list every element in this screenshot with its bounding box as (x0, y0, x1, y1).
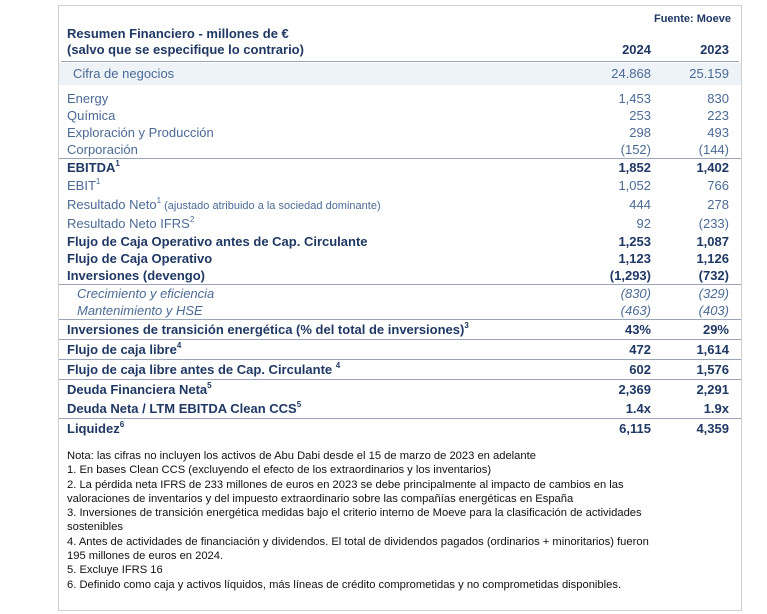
value-2023: 1,126 (696, 251, 729, 266)
table-row-transicion (59, 319, 741, 339)
table-row-flujo-caja-libre (59, 339, 741, 359)
table-row-flujo-caja-libre-antes (59, 359, 741, 379)
value-2024: (152) (620, 142, 651, 157)
footnote-marker: 5 (296, 399, 302, 409)
footnote-line: valoraciones de inventarios y del impuesto extraordinario sobre las compañías energéticas en España (67, 492, 574, 505)
value-2023: 830 (707, 91, 729, 106)
value-2024: 444 (629, 197, 651, 212)
footnotes (67, 449, 732, 592)
value-2024: (463) (620, 303, 651, 318)
value-2023: 766 (707, 178, 729, 193)
value-2023: 1,087 (696, 234, 729, 249)
row-label: Flujo de Caja Operativo (67, 251, 213, 266)
value-2023: 4,359 (696, 421, 729, 436)
table-row-cifra-negocios (59, 63, 741, 85)
row-label: Resultado Neto$^1$ (ajustado atribuido a la sociedad dominante) (67, 195, 381, 212)
row-label: Inversiones (devengo) (67, 268, 205, 283)
row-label: Corporación (67, 142, 138, 157)
footnote-line: 1. En bases Clean CCS (excluyendo el efecto de los extraordinarios y los inventarios) (67, 464, 492, 477)
footnote-line: 3. Inversiones de transición energética medidas bajo el criterio interno de Moeve para la clasificación de actividades (67, 507, 642, 520)
value-2023: (144) (698, 142, 729, 157)
value-2023: 1,614 (696, 342, 729, 357)
value-2024: 6,115 (619, 421, 651, 436)
value-2023: 2,291 (696, 382, 729, 397)
row-label: Liquidez$^6$ (67, 419, 125, 436)
value-2024: 92 (636, 216, 651, 231)
table-row-ebitda (59, 158, 741, 176)
value-2024: 1,852 (618, 160, 651, 175)
table-title (67, 26, 304, 58)
header-divider (61, 61, 739, 62)
row-label: Mantenimiento y HSE (77, 303, 203, 318)
table-row-exploracion (59, 124, 741, 141)
table-row-inversiones (59, 267, 741, 284)
value-2024: 1,052 (618, 178, 651, 193)
table-row-deuda-neta-ebitda (59, 399, 741, 418)
footnote-marker: 5 (207, 380, 212, 390)
row-label: Resultado Neto IFRS$^2$ (67, 214, 195, 231)
value-2024: 298 (629, 125, 651, 140)
table-row-fco-antes-cap (59, 233, 741, 250)
source-label: Fuente: Moeve (653, 13, 731, 25)
value-2023: (329) (698, 286, 729, 301)
table-row-resultado-neto-ifrs (59, 214, 741, 233)
value-2023: 1,576 (696, 362, 729, 377)
row-label: Química (67, 108, 116, 123)
financial-table (59, 63, 741, 438)
title-line-2: (salvo que se especifique lo contrario) (67, 42, 304, 57)
footnote-marker: 6 (119, 419, 125, 429)
value-2023: 493 (707, 125, 729, 140)
value-2024: 1.4x (625, 401, 651, 416)
footnote-line: 5. Excluye IFRS 16 (67, 564, 163, 577)
value-2024: 43% (624, 322, 651, 337)
footnote-line: 4. Antes de actividades de financiación y dividendos. El total de dividendos pagados (ordinarios + minoritarios) fueron (67, 535, 649, 548)
table-row-corporacion (59, 141, 741, 158)
row-label: Flujo de caja libre antes de Cap. Circulante $^4$ (67, 360, 341, 377)
value-2023: 1,402 (696, 160, 729, 175)
row-label: EBIT$^1$ (67, 176, 101, 193)
footnote-marker: 1 (156, 195, 162, 205)
value-2024: 1,253 (618, 234, 651, 249)
footnote-marker: 3 (464, 320, 469, 330)
value-2023: 278 (707, 197, 729, 212)
value-2024: 472 (629, 342, 651, 357)
footnote-marker: 4 (335, 360, 341, 370)
value-2023: (732) (698, 268, 729, 283)
table-row-ebit (59, 176, 741, 195)
table-row-fco (59, 250, 741, 267)
value-2023: (403) (698, 303, 729, 318)
footnote-marker: 1 (115, 158, 120, 168)
value-2024: (1,293) (609, 268, 651, 283)
row-label: Cifra de negocios (73, 66, 175, 81)
value-2024: 602 (629, 362, 651, 377)
footnote-line: 2. La pérdida neta IFRS de 233 millones de euros en 2023 se debe principalmente al impacto de cambios en las (67, 478, 624, 491)
column-header-2024: 2024 (622, 42, 651, 57)
footnote-marker: 4 (176, 340, 182, 350)
footnote-marker: 1 (95, 176, 101, 186)
footnote-line: Nota: las cifras no incluyen los activos de Abu Dabi desde el 15 de marzo de 2023 en adelante (67, 450, 536, 462)
row-label: Deuda Financiera Neta$^5$ (67, 380, 212, 397)
value-2023: 1.9x (703, 401, 729, 416)
column-header-2023: 2023 (700, 42, 729, 57)
row-label: Crecimiento y eficiencia (77, 286, 215, 301)
row-label: Deuda Neta / LTM EBITDA Clean CCS$^5$ (67, 399, 302, 416)
row-label: Flujo de Caja Operativo antes de Cap. Circulante (67, 234, 368, 249)
table-row-crecimiento (59, 284, 741, 302)
value-2023: 223 (707, 108, 729, 123)
footnote-line: sostenibles (67, 521, 123, 534)
value-2024: 24.868 (611, 66, 651, 81)
value-2024: 2,369 (618, 382, 651, 397)
footnote-line: 6. Definido como caja y activos líquidos, más líneas de crédito comprometidas y no comprometidas disponibles. (67, 578, 622, 591)
row-label: EBITDA$^1$ (67, 158, 120, 175)
table-row-deuda-financiera (59, 379, 741, 399)
value-2024: 1,453 (618, 91, 651, 106)
row-label: Inversiones de transición energética (% del total de inversiones)$^3$ (67, 320, 469, 337)
financial-summary-panel (58, 5, 742, 611)
value-2024: 1,123 (618, 251, 651, 266)
value-2023: 29% (702, 322, 729, 337)
table-row-liquidez (59, 418, 741, 438)
table-row-quimica (59, 107, 741, 124)
table-row-resultado-neto (59, 195, 741, 214)
row-label: Exploración y Producción (67, 125, 214, 140)
row-label: Energy (67, 91, 109, 106)
title-line-1: Resumen Financiero - millones de € (67, 26, 289, 41)
table-row-energy (59, 90, 741, 107)
row-label: Flujo de caja libre$^4$ (67, 340, 182, 357)
footnote-line: 195 millones de euros en 2024. (67, 550, 224, 563)
value-2023: (233) (698, 216, 729, 231)
value-2023: 25.159 (689, 66, 729, 81)
table-row-mantenimiento (59, 302, 741, 319)
value-2024: 253 (629, 108, 651, 123)
value-2024: (830) (620, 286, 651, 301)
footnote-marker: 2 (189, 214, 195, 224)
